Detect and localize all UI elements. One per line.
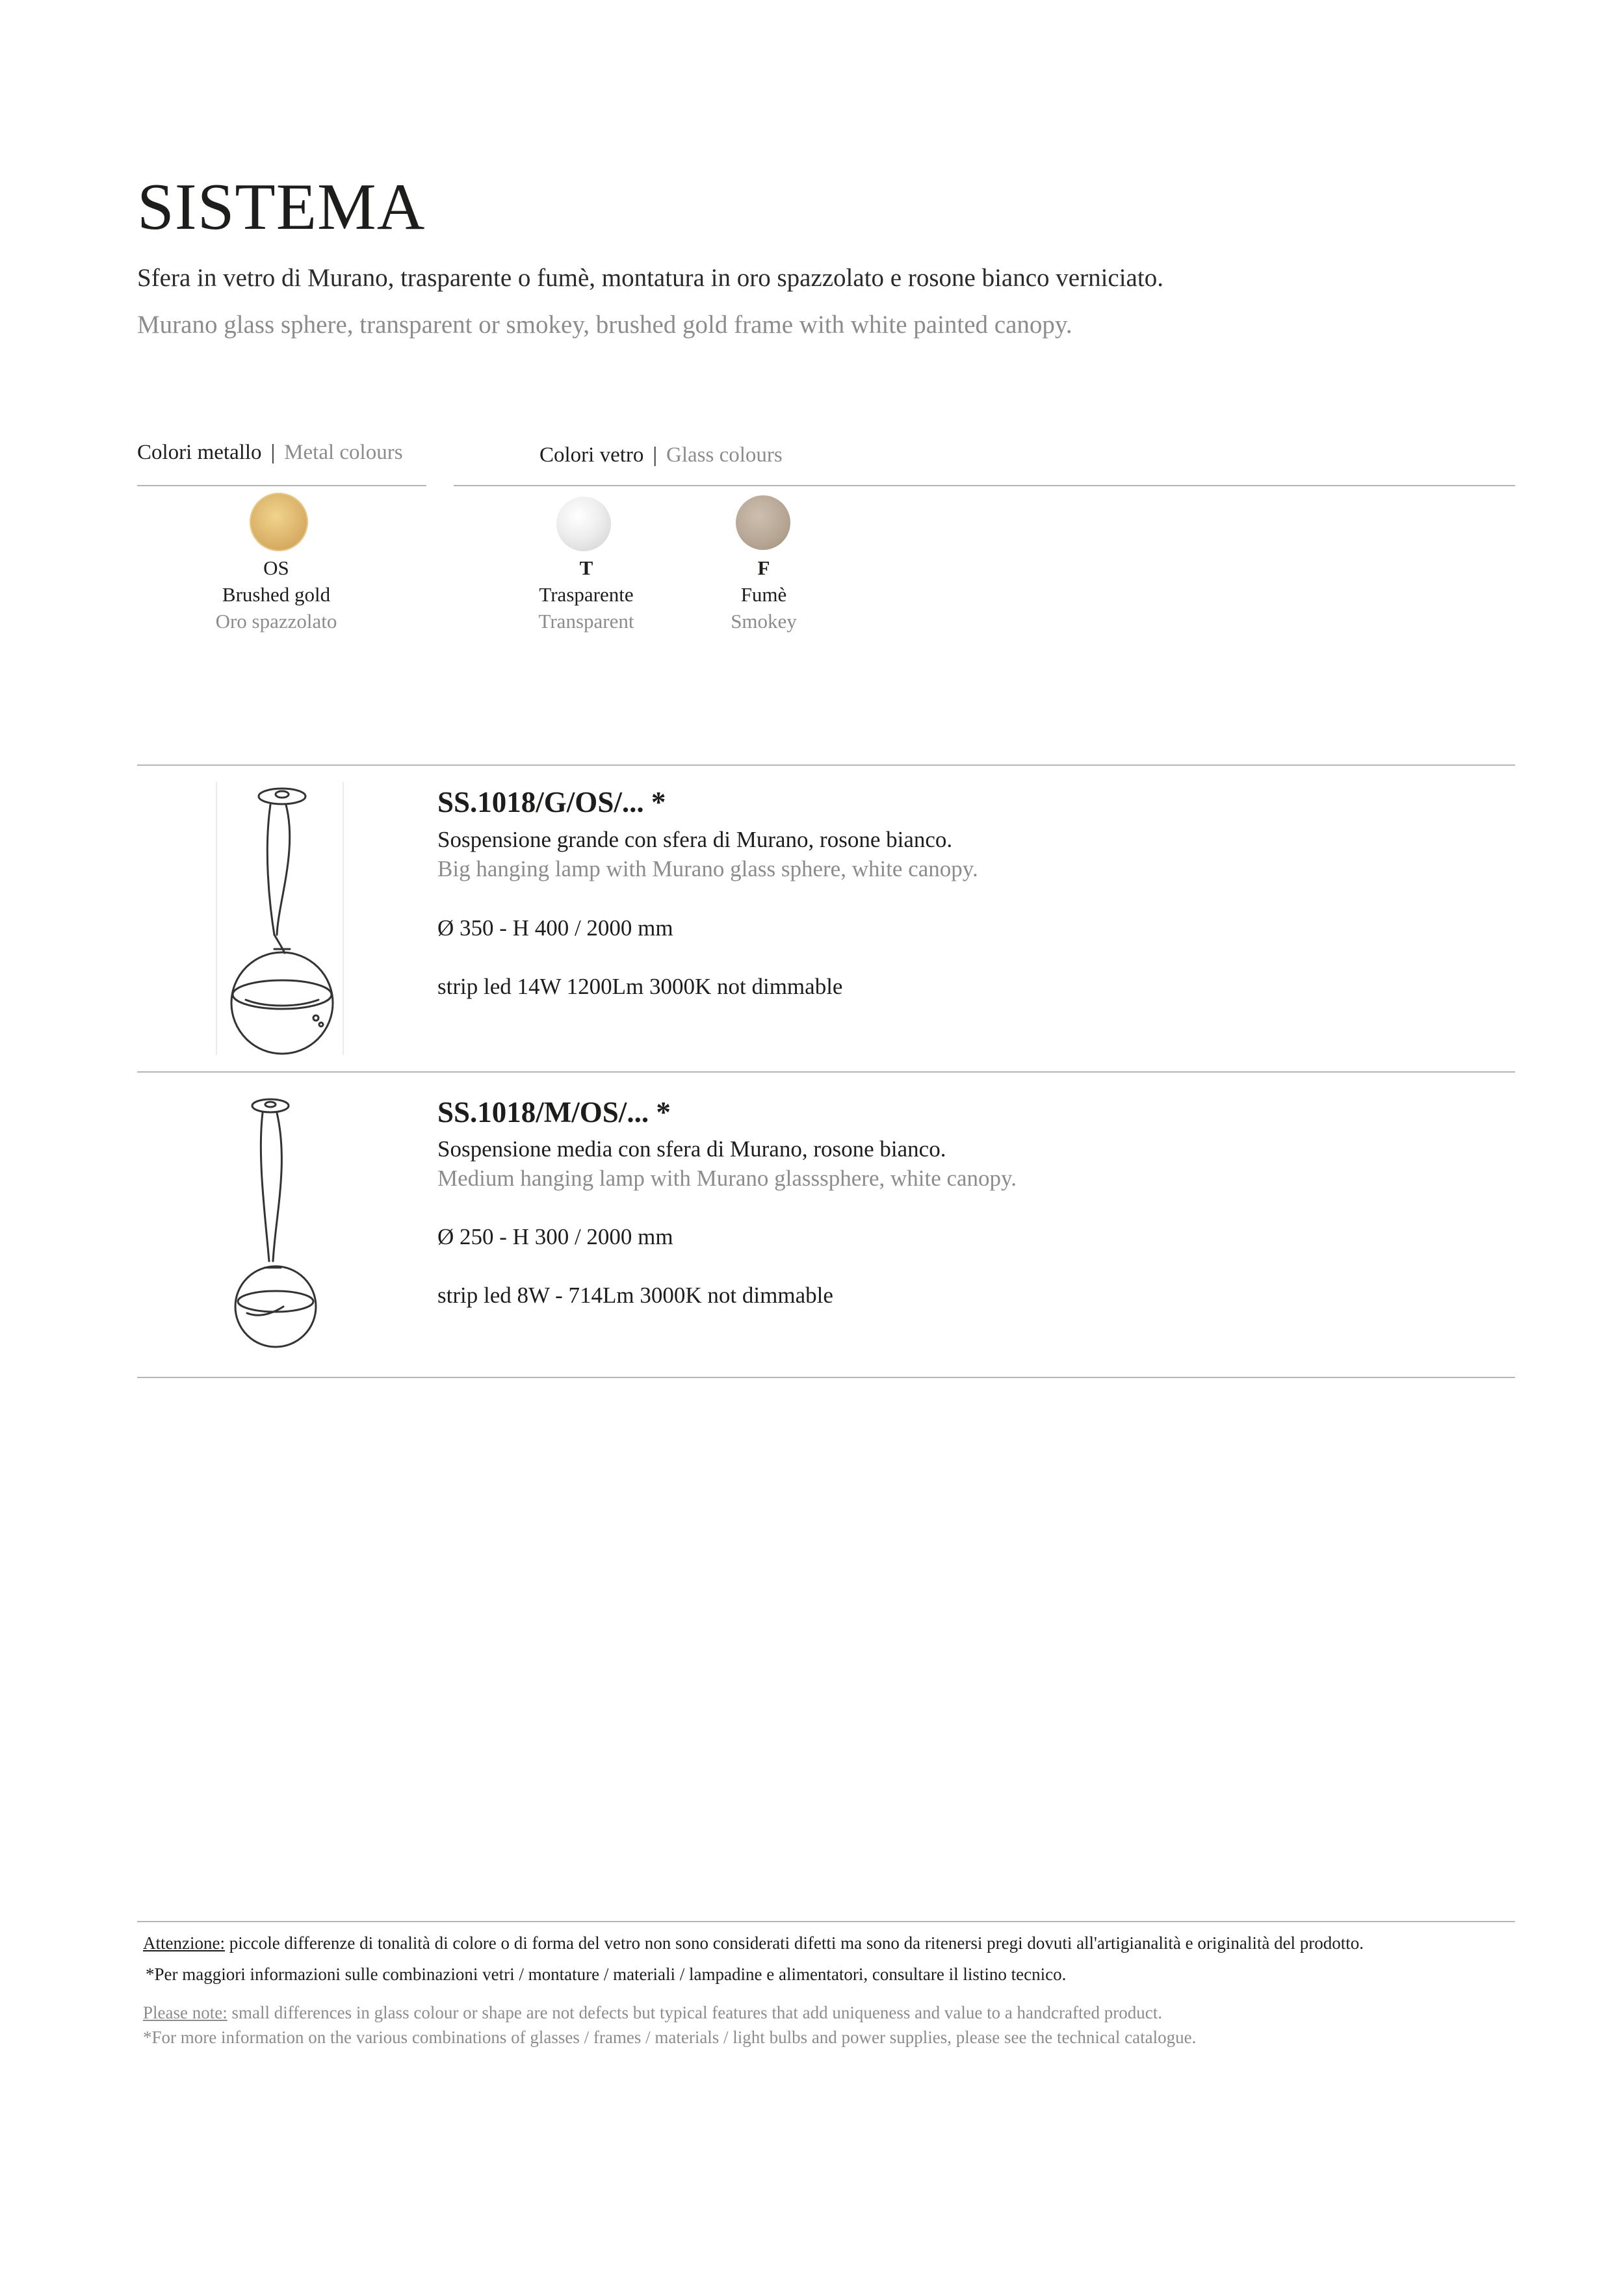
- please-note-label: Please note:: [143, 2003, 227, 2022]
- glass-colours-heading-en: Glass colours: [666, 443, 783, 467]
- product-description-it: Sospensione grande con sfera di Murano, rosone bianco.: [437, 827, 953, 852]
- glass-colours-heading: [539, 443, 783, 467]
- swatch-code: OS: [263, 556, 289, 579]
- swatch-name-en: Brushed gold: [222, 583, 331, 606]
- product-divider-middle: [137, 1071, 1515, 1073]
- product-dimensions: Ø 350 - H 400 / 2000 mm: [437, 915, 673, 941]
- please-note-text: small differences in glass colour or shape are not defects but typical features that add uniqueness and value to a handcrafted product.: [227, 2003, 1162, 2022]
- description-italian: Sfera in vetro di Murano, trasparente o fumè, montatura in oro spazzolato e rosone bianco verniciato.: [137, 264, 1163, 292]
- swatch-code: F: [757, 556, 770, 579]
- glass-colours-divider: [454, 485, 1515, 486]
- swatch-label-t: [489, 554, 684, 634]
- swatch-smokey: [736, 495, 790, 550]
- product-description-it: Sospensione media con sfera di Murano, rosone bianco.: [437, 1136, 946, 1162]
- metal-colours-heading-it: Colori metallo: [137, 441, 262, 464]
- swatch-name-en: Transparent: [538, 610, 634, 633]
- swatch-brushed-gold: [250, 493, 308, 551]
- metal-colours-divider: [137, 485, 426, 486]
- product-divider-bottom: [137, 1377, 1515, 1378]
- swatch-label-os: [179, 554, 374, 634]
- product-sketch-large: [207, 779, 350, 1058]
- footer-please-note: [143, 2003, 1162, 2023]
- product-dimensions: Ø 250 - H 300 / 2000 mm: [437, 1224, 673, 1249]
- metal-colours-heading: [137, 441, 403, 465]
- page-title: SISTEMA: [137, 170, 426, 244]
- swatch-name-it: Trasparente: [539, 583, 634, 606]
- metal-colours-heading-en: Metal colours: [284, 441, 403, 464]
- product-light-spec: strip led 8W - 714Lm 3000K not dimmable: [437, 1283, 833, 1308]
- product-code: SS.1018/G/OS/... *: [437, 786, 666, 818]
- swatch-code: T: [579, 556, 593, 579]
- swatch-name-en: Smokey: [731, 610, 797, 633]
- product-description-en: Big hanging lamp with Murano glass sphere, white canopy.: [437, 856, 978, 881]
- swatch-transparent: [556, 497, 611, 551]
- product-divider-top: [137, 764, 1515, 766]
- attention-label: Attenzione:: [143, 1933, 225, 1953]
- footer-attention: [143, 1933, 1364, 1953]
- swatch-name-it: Oro spazzolato: [215, 610, 337, 633]
- footer-info-it: *Per maggiori informazioni sulle combinazioni vetri / montature / materiali / lampadine e alimentatori, consultare il listino tecnico.: [146, 1964, 1067, 1984]
- heading-separator: |: [653, 443, 658, 467]
- product-description-en: Medium hanging lamp with Murano glasssphere, white canopy.: [437, 1166, 1017, 1191]
- product-sketch-medium: [221, 1086, 338, 1359]
- description-english: Murano glass sphere, transparent or smokey, brushed gold frame with white painted canopy.: [137, 311, 1072, 339]
- heading-separator: |: [270, 441, 276, 464]
- footer-info-en: *For more information on the various combinations of glasses / frames / materials / light bulbs and power supplies, please see the technical catalogue.: [143, 2028, 1197, 2047]
- product-light-spec: strip led 14W 1200Lm 3000K not dimmable: [437, 974, 843, 999]
- swatch-label-f: [666, 554, 861, 634]
- product-code: SS.1018/M/OS/... *: [437, 1096, 671, 1128]
- glass-colours-heading-it: Colori vetro: [539, 443, 644, 467]
- swatch-name-it: Fumè: [740, 583, 787, 606]
- attention-text: piccole differenze di tonalità di colore o di forma del vetro non sono considerati difetti ma sono da ritenersi pregi dovuti all'artigianalità e originalità del prodotto.: [224, 1933, 1364, 1953]
- footer-divider: [137, 1921, 1515, 1922]
